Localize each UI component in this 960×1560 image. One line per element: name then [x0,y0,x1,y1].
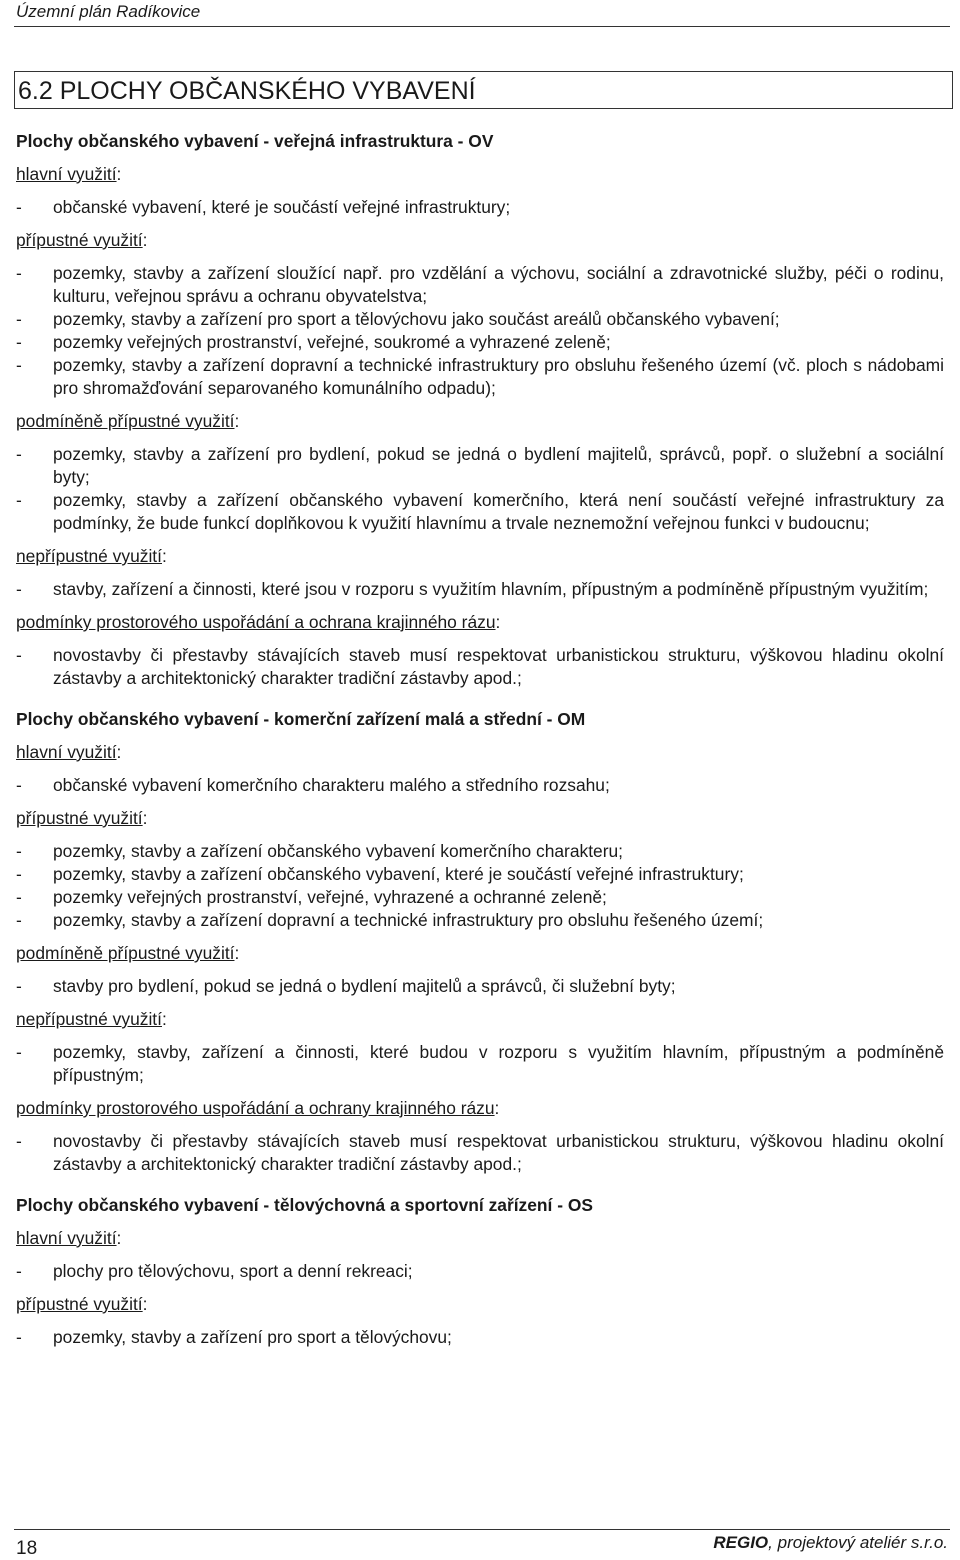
usage-label-text: hlavní využití [16,1228,117,1248]
usage-label-text: hlavní využití [16,164,117,184]
usage-list [16,644,944,690]
usage-label-text: hlavní využití [16,742,117,762]
document-body [16,130,944,1359]
usage-label-text: podmínky prostorového uspořádání a ochrana krajinného rázu [16,612,496,632]
document-header-title: Územní plán Radíkovice [16,2,201,21]
usage-label-text: podmínky prostorového uspořádání a ochrany krajinného rázu [16,1098,495,1118]
usage-label: přípustné využití: [16,808,148,828]
usage-list [16,1260,944,1283]
usage-label: nepřípustné využití: [16,546,167,566]
list-item: - občanské vybavení komerčního charakteru malého a středního rozsahu; [16,774,944,797]
usage-list [16,262,944,400]
usage-label: hlavní využití: [16,742,122,762]
list-item: - pozemky, stavby a zařízení dopravní a technické infrastruktury pro obsluhu řešeného území; [16,909,944,932]
usage-label: podmínky prostorového uspořádání a ochrany krajinného rázu: [16,1098,500,1118]
list-item: - občanské vybavení, které je součástí veřejné infrastruktury; [16,196,944,219]
usage-list [16,1130,944,1176]
usage-label-text: přípustné využití [16,1294,143,1314]
usage-label: přípustné využití: [16,1294,148,1314]
company-suffix: , projektový ateliér s.r.o. [768,1533,948,1552]
list-item: - pozemky, stavby, zařízení a činnosti, které budou v rozporu s využitím hlavním, přípustným a podmíněně přípustným; [16,1041,944,1087]
list-item: - pozemky, stavby a zařízení pro sport a tělovýchovu jako součást areálů občanského vybavení; [16,308,944,331]
block-title: Plochy občanského vybavení - tělovýchovná a sportovní zařízení - OS [16,1195,593,1215]
list-item: - pozemky veřejných prostranství, veřejné, soukromé a vyhrazené zeleně; [16,331,944,354]
usage-label: podmíněně přípustné využití: [16,943,240,963]
list-item: - pozemky veřejných prostranství, veřejné, vyhrazené a ochranné zeleně; [16,886,944,909]
usage-list [16,196,944,219]
usage-label-text: podmíněně přípustné využití [16,943,235,963]
usage-label: nepřípustné využití: [16,1009,167,1029]
list-item: - novostavby či přestavby stávajících staveb musí respektovat urbanistickou strukturu, výškovou hladinu okolní zástavby a architektonický charakter tradiční zástavby apod.; [16,644,944,690]
block-title: Plochy občanského vybavení - veřejná infrastruktura - OV [16,131,494,151]
company-name: REGIO [713,1533,769,1552]
usage-list [16,774,944,797]
section-heading: 6.2 PLOCHY OBČANSKÉHO VYBAVENÍ [18,77,476,105]
list-item: - pozemky, stavby a zařízení občanského vybavení, které je součástí veřejné infrastruktury; [16,863,944,886]
usage-list [16,975,944,998]
list-item: - pozemky, stavby a zařízení občanského vybavení komerčního, která není součástí veřejné infrastruktury za podmínky, že bude funkcí doplňkovou k využití hlavnímu a trvale neznemožní veřejnou funkci v budoucnu; [16,489,944,535]
usage-label-text: přípustné využití [16,808,143,828]
usage-label: podmíněně přípustné využití: [16,411,240,431]
block-title: Plochy občanského vybavení - komerční zařízení malá a střední - OM [16,709,586,729]
usage-list [16,1326,944,1349]
usage-label-text: podmíněně přípustné využití [16,411,235,431]
usage-label-text: přípustné využití [16,230,143,250]
page-number: 18 [16,1538,38,1559]
list-item: - novostavby či přestavby stávajících staveb musí respektovat urbanistickou strukturu, výškovou hladinu okolní zástavby a architektonický charakter tradiční zástavby apod.; [16,1130,944,1176]
usage-label-text: nepřípustné využití [16,1009,162,1029]
list-item: - stavby pro bydlení, pokud se jedná o bydlení majitelů a správců, či služební byty; [16,975,944,998]
list-item: - plochy pro tělovýchovu, sport a denní rekreaci; [16,1260,944,1283]
usage-label: hlavní využití: [16,164,122,184]
header-divider [14,26,950,27]
section-heading-box [14,71,953,109]
list-item: - stavby, zařízení a činnosti, které jsou v rozporu s využitím hlavním, přípustným a podmíněně přípustným využitím; [16,578,944,601]
usage-label-text: nepřípustné využití [16,546,162,566]
usage-list [16,1041,944,1087]
list-item: - pozemky, stavby a zařízení pro sport a tělovýchovu; [16,1326,944,1349]
list-item: - pozemky, stavby a zařízení pro bydlení, pokud se jedná o bydlení majitelů, správců, popř. o služební a sociální byty; [16,443,944,489]
usage-label: přípustné využití: [16,230,148,250]
footer-divider [14,1529,950,1530]
usage-label: hlavní využití: [16,1228,122,1248]
list-item: - pozemky, stavby a zařízení sloužící např. pro vzdělání a výchovu, sociální a zdravotnické služby, péči o rodinu, kulturu, veřejnou správu a ochranu obyvatelstva; [16,262,944,308]
footer-company [713,1533,948,1553]
usage-list [16,443,944,535]
usage-list [16,840,944,932]
list-item: - pozemky, stavby a zařízení dopravní a technické infrastruktury pro obsluhu řešeného území (vč. ploch s nádobami pro shromažďování separovaného komunálního odpadu); [16,354,944,400]
usage-label: podmínky prostorového uspořádání a ochrana krajinného rázu: [16,612,501,632]
list-item: - pozemky, stavby a zařízení občanského vybavení komerčního charakteru; [16,840,944,863]
usage-list [16,578,944,601]
